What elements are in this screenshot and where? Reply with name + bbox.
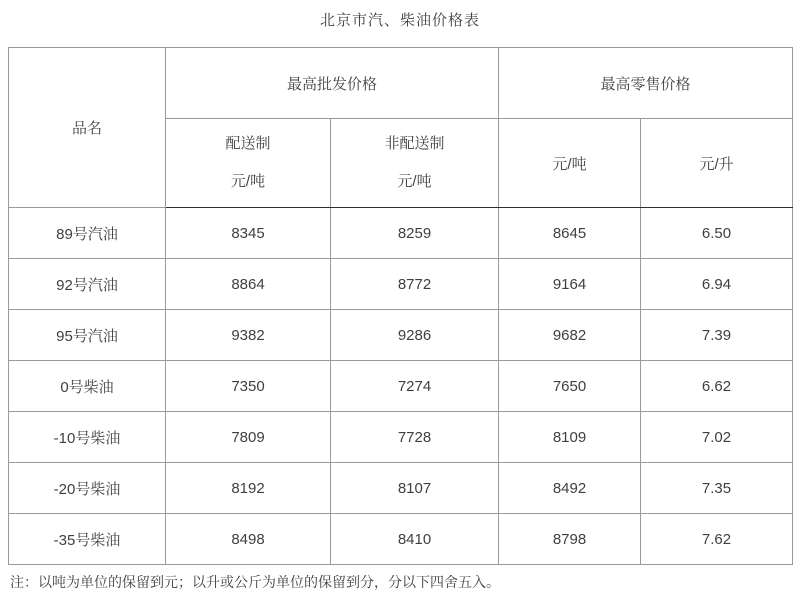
retail-per-liter-cell: 6.62 [641,361,793,412]
product-name-cell: 95号汽油 [9,310,166,361]
retail-per-ton-cell: 8798 [499,514,641,565]
header-delivery-system-label: 配送制 [225,135,271,152]
header-group-row [9,48,793,119]
header-delivery-system [166,119,331,208]
wholesale-non-delivery-cell: 8410 [331,514,499,565]
table-header [9,48,793,208]
header-max-wholesale-price: 最高批发价格 [166,48,499,119]
retail-per-ton-cell: 7650 [499,361,641,412]
retail-per-liter-cell: 7.39 [641,310,793,361]
retail-per-liter-cell: 6.50 [641,208,793,259]
retail-per-liter-cell: 7.02 [641,412,793,463]
table-body [9,208,793,565]
product-name-cell: -10号柴油 [9,412,166,463]
wholesale-non-delivery-cell: 8259 [331,208,499,259]
table-row [9,259,793,310]
wholesale-delivery-cell: 8345 [166,208,331,259]
table-row [9,361,793,412]
wholesale-delivery-cell: 8864 [166,259,331,310]
product-name-cell: 0号柴油 [9,361,166,412]
wholesale-non-delivery-cell: 7728 [331,412,499,463]
header-product-name: 品名 [9,48,166,208]
table-row [9,310,793,361]
wholesale-non-delivery-cell: 8107 [331,463,499,514]
header-delivery-system-unit: 元/吨 [230,173,266,190]
header-retail-yuan-per-ton: 元/吨 [499,119,641,208]
wholesale-non-delivery-cell: 7274 [331,361,499,412]
retail-per-ton-cell: 8109 [499,412,641,463]
wholesale-non-delivery-cell: 8772 [331,259,499,310]
table-row [9,514,793,565]
table-row [9,463,793,514]
wholesale-delivery-cell: 7809 [166,412,331,463]
footnote: 注：以吨为单位的保留到元；以升或公斤为单位的保留到分，分以下四舍五入。 [10,574,500,590]
retail-per-ton-cell: 8645 [499,208,641,259]
header-non-delivery-system [331,119,499,208]
retail-per-ton-cell: 9164 [499,259,641,310]
retail-per-liter-cell: 7.62 [641,514,793,565]
product-name-cell: -35号柴油 [9,514,166,565]
page-title: 北京市汽、柴油价格表 [319,12,480,29]
header-non-delivery-system-unit: 元/吨 [397,173,432,190]
fuel-price-table [8,47,793,565]
wholesale-delivery-cell: 8498 [166,514,331,565]
header-retail-yuan-per-liter: 元/升 [641,119,793,208]
header-non-delivery-system-label: 非配送制 [384,135,445,152]
retail-per-ton-cell: 9682 [499,310,641,361]
wholesale-non-delivery-cell: 9286 [331,310,499,361]
table-row [9,412,793,463]
wholesale-delivery-cell: 9382 [166,310,331,361]
product-name-cell: 92号汽油 [9,259,166,310]
table-row [9,208,793,259]
wholesale-delivery-cell: 7350 [166,361,331,412]
retail-per-liter-cell: 7.35 [641,463,793,514]
product-name-cell: -20号柴油 [9,463,166,514]
wholesale-delivery-cell: 8192 [166,463,331,514]
retail-per-liter-cell: 6.94 [641,259,793,310]
header-max-retail-price: 最高零售价格 [499,48,793,119]
product-name-cell: 89号汽油 [9,208,166,259]
retail-per-ton-cell: 8492 [499,463,641,514]
